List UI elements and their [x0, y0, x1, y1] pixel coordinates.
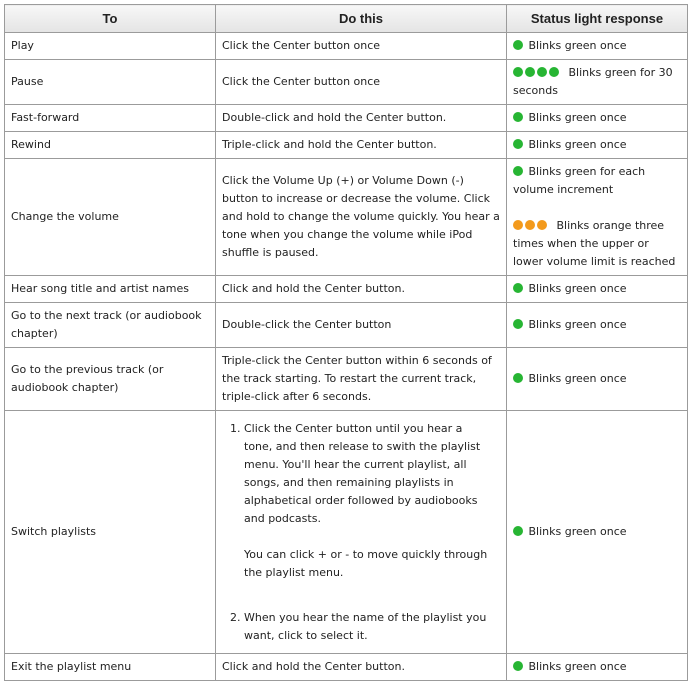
- status-text: Blinks green once: [528, 525, 627, 538]
- cell-status: [507, 132, 688, 159]
- cell-status: [507, 159, 688, 276]
- cell-do: Triple-click the Center button within 6 seconds of the track starting. To restart the current track, triple-click after 6 seconds.: [216, 348, 507, 411]
- cell-do: Click and hold the Center button.: [216, 276, 507, 303]
- cell-status: [507, 33, 688, 60]
- header-row: [5, 5, 688, 33]
- green-light-icon: [513, 67, 523, 77]
- status-text: Blinks green once: [528, 138, 627, 151]
- table-row: [5, 303, 688, 348]
- table-row: [5, 105, 688, 132]
- green-light-icon: [513, 40, 523, 50]
- cell-do: Click the Center button once: [216, 33, 507, 60]
- green-light-icon: [513, 139, 523, 149]
- cell-status: [507, 60, 688, 105]
- status-text: Blinks green once: [528, 39, 627, 52]
- cell-do: Click the Volume Up (+) or Volume Down (-) button to increase or decrease the volume. Click and hold to change the volume quickly. You hear a tone when you change the volume while iPod shuffle is paused.: [216, 159, 507, 276]
- green-light-icon: [513, 661, 523, 671]
- cell-do: Click and hold the Center button.: [216, 654, 507, 681]
- cell-status: [507, 303, 688, 348]
- table-row: [5, 276, 688, 303]
- step-text: 1. Click the Center button until you hear a tone, and then release to swith the playlist menu. You'll hear the current playlist, all songs, and then remaining playlists in alphabetical order followed by audiobooks and podcasts.: [244, 421, 481, 525]
- controls-table: [4, 4, 688, 681]
- cell-to: Pause: [5, 60, 216, 105]
- table-row: [5, 132, 688, 159]
- cell-do: Double-click and hold the Center button.: [216, 105, 507, 132]
- cell-to: Change the volume: [5, 159, 216, 276]
- table-row: [5, 159, 688, 276]
- table-row: [5, 348, 688, 411]
- orange-light-icon: [525, 220, 535, 230]
- cell-to: Play: [5, 33, 216, 60]
- step-text: 2. When you hear the name of the playlist you want, click to select it.: [244, 610, 487, 642]
- orange-light-icon: [513, 220, 523, 230]
- cell-to: Hear song title and artist names: [5, 276, 216, 303]
- green-light-icon: [513, 373, 523, 383]
- green-light-icon: [513, 166, 523, 176]
- green-light-icon: [525, 67, 535, 77]
- status-text: Blinks green once: [528, 318, 627, 331]
- cell-do: [216, 411, 507, 654]
- green-lights-group: [513, 66, 565, 79]
- orange-lights-group: [513, 219, 553, 232]
- cell-do: Double-click the Center button: [216, 303, 507, 348]
- green-light-icon: [513, 526, 523, 536]
- column-header-to: To: [5, 5, 216, 33]
- step-item: [244, 420, 492, 609]
- green-light-icon: [513, 112, 523, 122]
- status-text: Blinks orange three times when the upper or lower volume limit is reached: [513, 219, 676, 268]
- table-row: [5, 654, 688, 681]
- status-text: Blinks green once: [528, 660, 627, 673]
- step-text: You can click + or - to move quickly through the playlist menu.: [244, 547, 488, 579]
- table-row: [5, 60, 688, 105]
- green-light-icon: [513, 283, 523, 293]
- cell-do: Click the Center button once: [216, 60, 507, 105]
- status-volume-increment: [513, 163, 682, 199]
- status-text: Blinks green once: [528, 282, 627, 295]
- cell-status: [507, 654, 688, 681]
- cell-status: [507, 411, 688, 654]
- table-row: [5, 411, 688, 654]
- step-item: [244, 609, 492, 645]
- cell-to: Switch playlists: [5, 411, 216, 654]
- status-text: Blinks green once: [528, 111, 627, 124]
- status-text: Blinks green for each volume increment: [513, 165, 646, 196]
- status-text: Blinks green once: [528, 372, 627, 385]
- orange-light-icon: [537, 220, 547, 230]
- cell-status: [507, 348, 688, 411]
- cell-to: Fast-forward: [5, 105, 216, 132]
- status-text: Blinks green for 30 seconds: [513, 66, 673, 97]
- status-volume-limit: [513, 217, 682, 271]
- column-header-do-this: Do this: [216, 5, 507, 33]
- column-header-status: Status light response: [507, 5, 688, 33]
- steps-list: [222, 420, 492, 645]
- cell-status: [507, 276, 688, 303]
- green-light-icon: [537, 67, 547, 77]
- cell-to: Go to the previous track (or audiobook chapter): [5, 348, 216, 411]
- cell-do: Triple-click and hold the Center button.: [216, 132, 507, 159]
- green-light-icon: [513, 319, 523, 329]
- cell-to: Go to the next track (or audiobook chapter): [5, 303, 216, 348]
- table-row: [5, 33, 688, 60]
- green-light-icon: [549, 67, 559, 77]
- cell-to: Rewind: [5, 132, 216, 159]
- cell-status: [507, 105, 688, 132]
- cell-to: Exit the playlist menu: [5, 654, 216, 681]
